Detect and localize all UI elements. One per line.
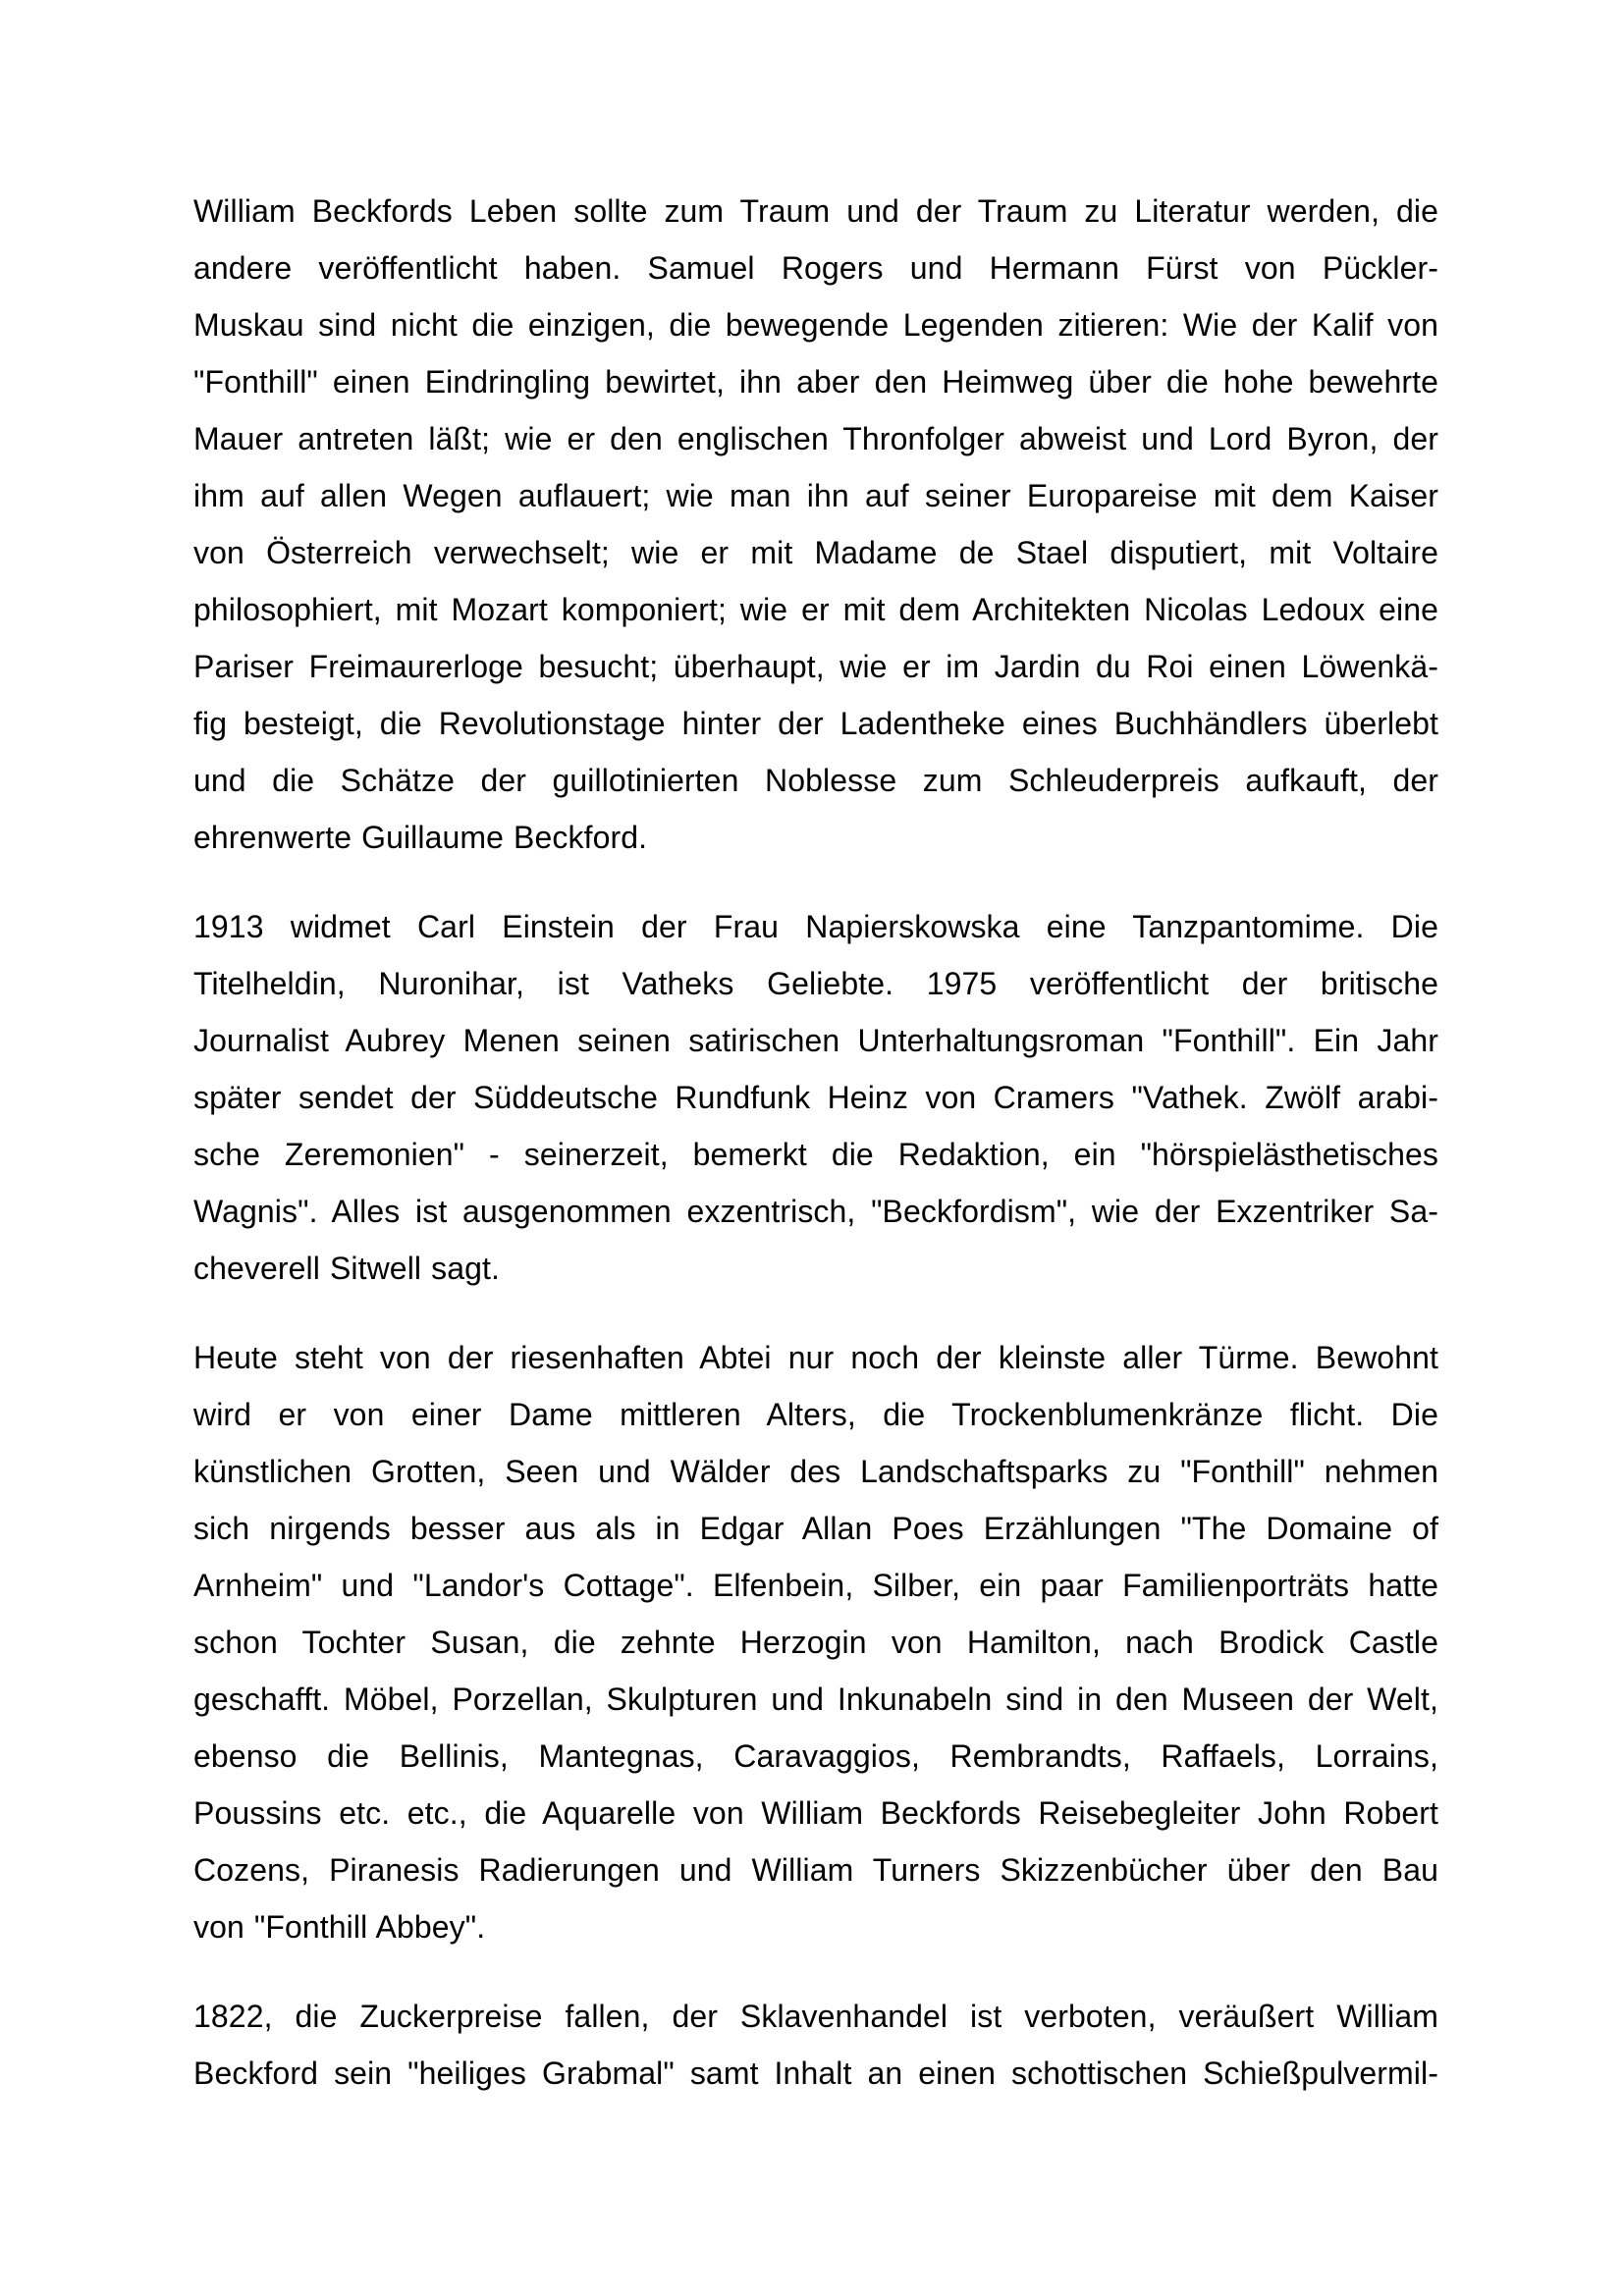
text-line: philosophiert, mit Mozart komponiert; wie er mit dem Architekten Nicolas Ledoux eine bbox=[193, 592, 1438, 627]
text-line: Titelheldin, Nuronihar, ist Vatheks Geliebte. 1975 veröffentlicht der britische bbox=[193, 966, 1438, 1001]
text-line: ebenso die Bellinis, Mantegnas, Caravaggios, Rembrandts, Raffaels, Lorrains, bbox=[193, 1738, 1438, 1774]
text-line: Journalist Aubrey Menen seinen satirischen Unterhaltungsroman "Fonthill". Ein Jahr bbox=[193, 1023, 1438, 1058]
text-line: Cozens, Piranesis Radierungen und William Turners Skizzenbücher über den Bau bbox=[193, 1852, 1438, 1888]
text-line: schon Tochter Susan, die zehnte Herzogin von Hamilton, nach Brodick Castle bbox=[193, 1625, 1438, 1660]
text-line: cheverell Sitwell sagt. bbox=[193, 1251, 500, 1286]
text-line: wird er von einer Dame mittleren Alters, die Trockenblumenkränze flicht. Die bbox=[193, 1397, 1438, 1432]
paragraph bbox=[193, 1329, 1438, 1955]
text-line: "Fonthill" einen Eindringling bewirtet, ihn aber den Heimweg über die hohe bewehrte bbox=[193, 364, 1438, 400]
paragraph bbox=[193, 1988, 1438, 2102]
text-line: Poussins etc. etc., die Aquarelle von William Beckfords Reisebegleiter John Robert bbox=[193, 1795, 1438, 1831]
text-line: Mauer antreten läßt; wie er den englischen Thronfolger abweist und Lord Byron, der bbox=[193, 421, 1438, 456]
text-line: und die Schätze der guillotinierten Noblesse zum Schleuderpreis aufkauft, der bbox=[193, 763, 1438, 798]
text-line: geschafft. Möbel, Porzellan, Skulpturen und Inkunabeln sind in den Museen der Welt, bbox=[193, 1682, 1438, 1717]
text-line: andere veröffentlicht haben. Samuel Rogers und Hermann Fürst von Pückler- bbox=[193, 250, 1438, 286]
text-line: künstlichen Grotten, Seen und Wälder des Landschaftsparks zu "Fonthill" nehmen bbox=[193, 1454, 1438, 1489]
text-line: fig besteigt, die Revolutionstage hinter der Ladentheke eines Buchhändlers überlebt bbox=[193, 706, 1438, 741]
text-line: später sendet der Süddeutsche Rundfunk Heinz von Cramers "Vathek. Zwölf arabi- bbox=[193, 1080, 1438, 1115]
text-line: ihm auf allen Wegen auflauert; wie man ihn auf seiner Europareise mit dem Kaiser bbox=[193, 478, 1438, 513]
text-line: ehrenwerte Guillaume Beckford. bbox=[193, 820, 648, 855]
text-line: Heute steht von der riesenhaften Abtei nur noch der kleinste aller Türme. Bewohnt bbox=[193, 1340, 1438, 1375]
text-line: Arnheim" und "Landor's Cottage". Elfenbein, Silber, ein paar Familienporträts hatte bbox=[193, 1568, 1438, 1603]
text-line: Muskau sind nicht die einzigen, die bewegende Legenden zitieren: Wie der Kalif von bbox=[193, 307, 1438, 343]
paragraph bbox=[193, 898, 1438, 1297]
paragraph bbox=[193, 183, 1438, 866]
text-line: William Beckfords Leben sollte zum Traum und der Traum zu Literatur werden, die bbox=[193, 193, 1438, 229]
text-line: Beckford sein "heiliges Grabmal" samt Inhalt an einen schottischen Schießpulvermil- bbox=[193, 2056, 1438, 2091]
text-line: sich nirgends besser aus als in Edgar Allan Poes Erzählungen "The Domaine of bbox=[193, 1511, 1438, 1546]
text-line: 1913 widmet Carl Einstein der Frau Napierskowska eine Tanzpantomime. Die bbox=[193, 909, 1438, 944]
text-line: Wagnis". Alles ist ausgenommen exzentrisch, "Beckfordism", wie der Exzentriker Sa- bbox=[193, 1194, 1438, 1229]
document-body bbox=[193, 183, 1438, 2134]
text-line: 1822, die Zuckerpreise fallen, der Sklavenhandel ist verboten, veräußert William bbox=[193, 1999, 1438, 2034]
text-line: Pariser Freimaurerloge besucht; überhaupt, wie er im Jardin du Roi einen Löwenkä- bbox=[193, 649, 1438, 684]
text-line: von "Fonthill Abbey". bbox=[193, 1909, 486, 1945]
text-line: von Österreich verwechselt; wie er mit Madame de Stael disputiert, mit Voltaire bbox=[193, 535, 1438, 570]
text-line: sche Zeremonien" - seinerzeit, bemerkt die Redaktion, ein "hörspielästhetisches bbox=[193, 1137, 1438, 1172]
